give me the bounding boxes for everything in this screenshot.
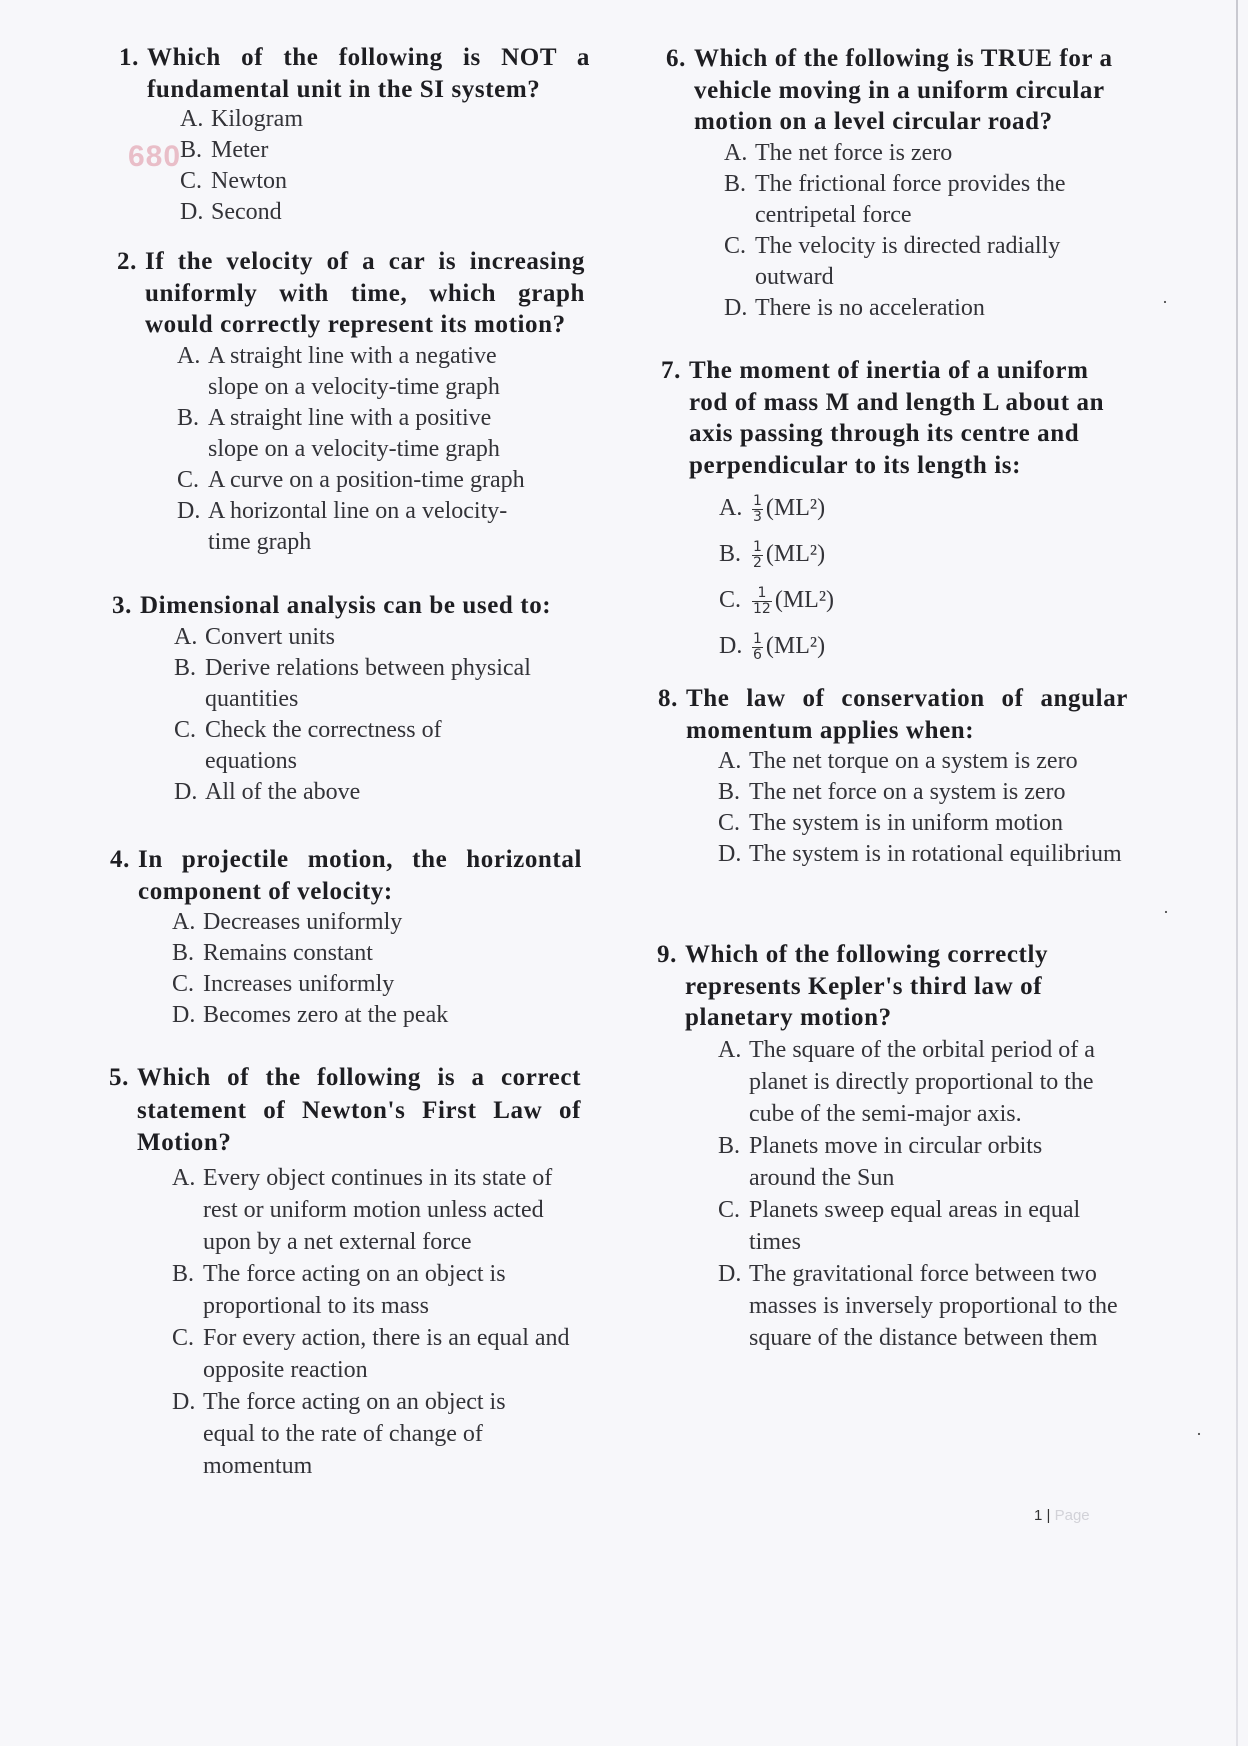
option-a[interactable]: A. $\frac{1}{3}$ (ML²): [719, 492, 826, 525]
question-4: [110, 844, 582, 1031]
fraction: $\frac{1}{3}$: [753, 492, 762, 525]
question-2: [117, 246, 585, 558]
option-d[interactable]: D. $\frac{1}{6}$ (ML²): [719, 630, 826, 663]
options-list: [180, 104, 590, 228]
question-stem: 3. Dimensional analysis can be used to:: [140, 590, 590, 622]
options-list: [718, 1034, 1130, 1354]
option-a[interactable]: A. The square of the orbital period of a planet is directly proportional to the cube of the semi-major axis.: [718, 1036, 1095, 1127]
options-list: [724, 138, 1124, 324]
option-d[interactable]: D. All of the above: [174, 778, 361, 805]
question-number: 7.: [661, 357, 681, 384]
option-a[interactable]: A. Convert units: [174, 623, 335, 650]
option-b[interactable]: B. Meter: [180, 137, 269, 163]
question-8: [658, 683, 1128, 870]
question-stem: 1. Which of the following is NOT a fundamental unit in the SI system?: [119, 44, 590, 103]
option-a[interactable]: A. Decreases uniformly: [172, 909, 403, 935]
fraction: $\frac{1}{6}$: [753, 630, 762, 663]
option-d[interactable]: D. A horizontal line on a velocity-time graph: [177, 497, 508, 555]
option-b[interactable]: B. Planets move in circular orbits around the Sun: [718, 1132, 1043, 1191]
question-number: 5.: [109, 1064, 129, 1091]
question-1: [119, 42, 590, 228]
question-stem: 2. If the velocity of a car is increasing uniformly with time, which graph would correctly represent its motion?: [117, 248, 585, 338]
question-stem: 9. Which of the following correctly represents Kepler's third law of planetary motion?: [657, 941, 1049, 1031]
scan-speck: ·: [1196, 1424, 1202, 1444]
option-d[interactable]: D. There is no acceleration: [724, 294, 985, 321]
option-c[interactable]: C. A curve on a position-time graph: [177, 466, 525, 493]
option-b[interactable]: B. $\frac{1}{2}$ (ML²): [719, 538, 826, 571]
option-c[interactable]: C. Planets sweep equal areas in equal times: [718, 1196, 1081, 1255]
scan-speck: ·: [1163, 902, 1169, 922]
options-list: [719, 485, 1119, 669]
question-number: 6.: [666, 45, 686, 72]
option-c[interactable]: C. Increases uniformly: [172, 971, 395, 997]
option-d[interactable]: D. Becomes zero at the peak: [172, 1002, 449, 1028]
page-edge-shadow: [1236, 0, 1238, 1746]
question-stem: 8. The law of conservation of angular momentum applies when:: [658, 685, 1128, 744]
option-d[interactable]: D. Second: [180, 199, 282, 225]
scan-speck: ·: [1162, 292, 1168, 312]
question-5: [109, 1062, 581, 1482]
question-number: 1.: [119, 44, 139, 71]
question-stem: 4. In projectile motion, the horizontal component of velocity:: [110, 846, 582, 905]
option-b[interactable]: B. Remains constant: [172, 940, 373, 966]
question-number: 4.: [110, 846, 130, 873]
faint-stamp: 680: [128, 140, 182, 173]
option-b[interactable]: B. A straight line with a positive slope on a velocity-time graph: [177, 404, 500, 462]
option-c[interactable]: C. $\frac{1}{12}$ (ML²): [719, 584, 835, 617]
question-number: 9.: [657, 941, 677, 968]
option-c[interactable]: C. Newton: [180, 168, 287, 194]
question-stem: 6. Which of the following is TRUE for a vehicle moving in a uniform circular motion on a level circular road?: [666, 45, 1113, 135]
option-c[interactable]: C. Check the correctness of equations: [174, 716, 442, 774]
question-6: [666, 43, 1130, 324]
option-d[interactable]: D. The system is in rotational equilibrium: [718, 841, 1122, 867]
option-c[interactable]: C. The system is in uniform motion: [718, 810, 1063, 836]
fraction: $\frac{1}{2}$: [753, 538, 762, 571]
question-number: 3.: [112, 592, 132, 619]
options-list: [172, 1162, 577, 1482]
option-d[interactable]: D. The gravitational force between two masses is inversely proportional to the square of the distance between them: [718, 1260, 1118, 1351]
option-c[interactable]: C. The velocity is directed radially outward: [724, 232, 1061, 290]
fraction: $\frac{1}{12}$: [753, 584, 771, 617]
question-number: 8.: [658, 685, 678, 712]
option-a[interactable]: A. Every object continues in its state of rest or uniform motion unless acted upon by a net external force: [172, 1164, 553, 1255]
question-9: [657, 939, 1118, 1354]
question-number: 2.: [117, 248, 137, 275]
option-a[interactable]: A. Kilogram: [180, 106, 303, 132]
options-list: [718, 746, 1130, 870]
option-a[interactable]: A. The net force is zero: [724, 139, 953, 166]
option-b[interactable]: B. The net force on a system is zero: [718, 779, 1066, 805]
option-a[interactable]: A. The net torque on a system is zero: [718, 748, 1078, 774]
question-stem: 7. The moment of inertia of a uniform rod of mass M and length L about an axis passing through its centre and perpendicular to its length is:: [661, 357, 1105, 479]
question-7: [661, 355, 1119, 669]
option-d[interactable]: D. The force acting on an object is equal to the rate of change of momentum: [172, 1388, 506, 1479]
question-stem: 5. Which of the following is a correct statement of Newton's First Law of Motion?: [109, 1064, 581, 1156]
option-c[interactable]: C. For every action, there is an equal and opposite reaction: [172, 1324, 570, 1383]
option-b[interactable]: B. Derive relations between physical quantities: [174, 654, 531, 712]
options-list: [174, 622, 574, 808]
options-list: [172, 907, 582, 1031]
options-list: [177, 341, 547, 558]
option-b[interactable]: B. The force acting on an object is proportional to its mass: [172, 1260, 506, 1319]
page-number: 1 | Page: [1034, 1507, 1090, 1524]
option-a[interactable]: A. A straight line with a negative slope on a velocity-time graph: [177, 342, 500, 400]
question-3: [112, 590, 590, 808]
option-b[interactable]: B. The frictional force provides the centripetal force: [724, 170, 1066, 228]
